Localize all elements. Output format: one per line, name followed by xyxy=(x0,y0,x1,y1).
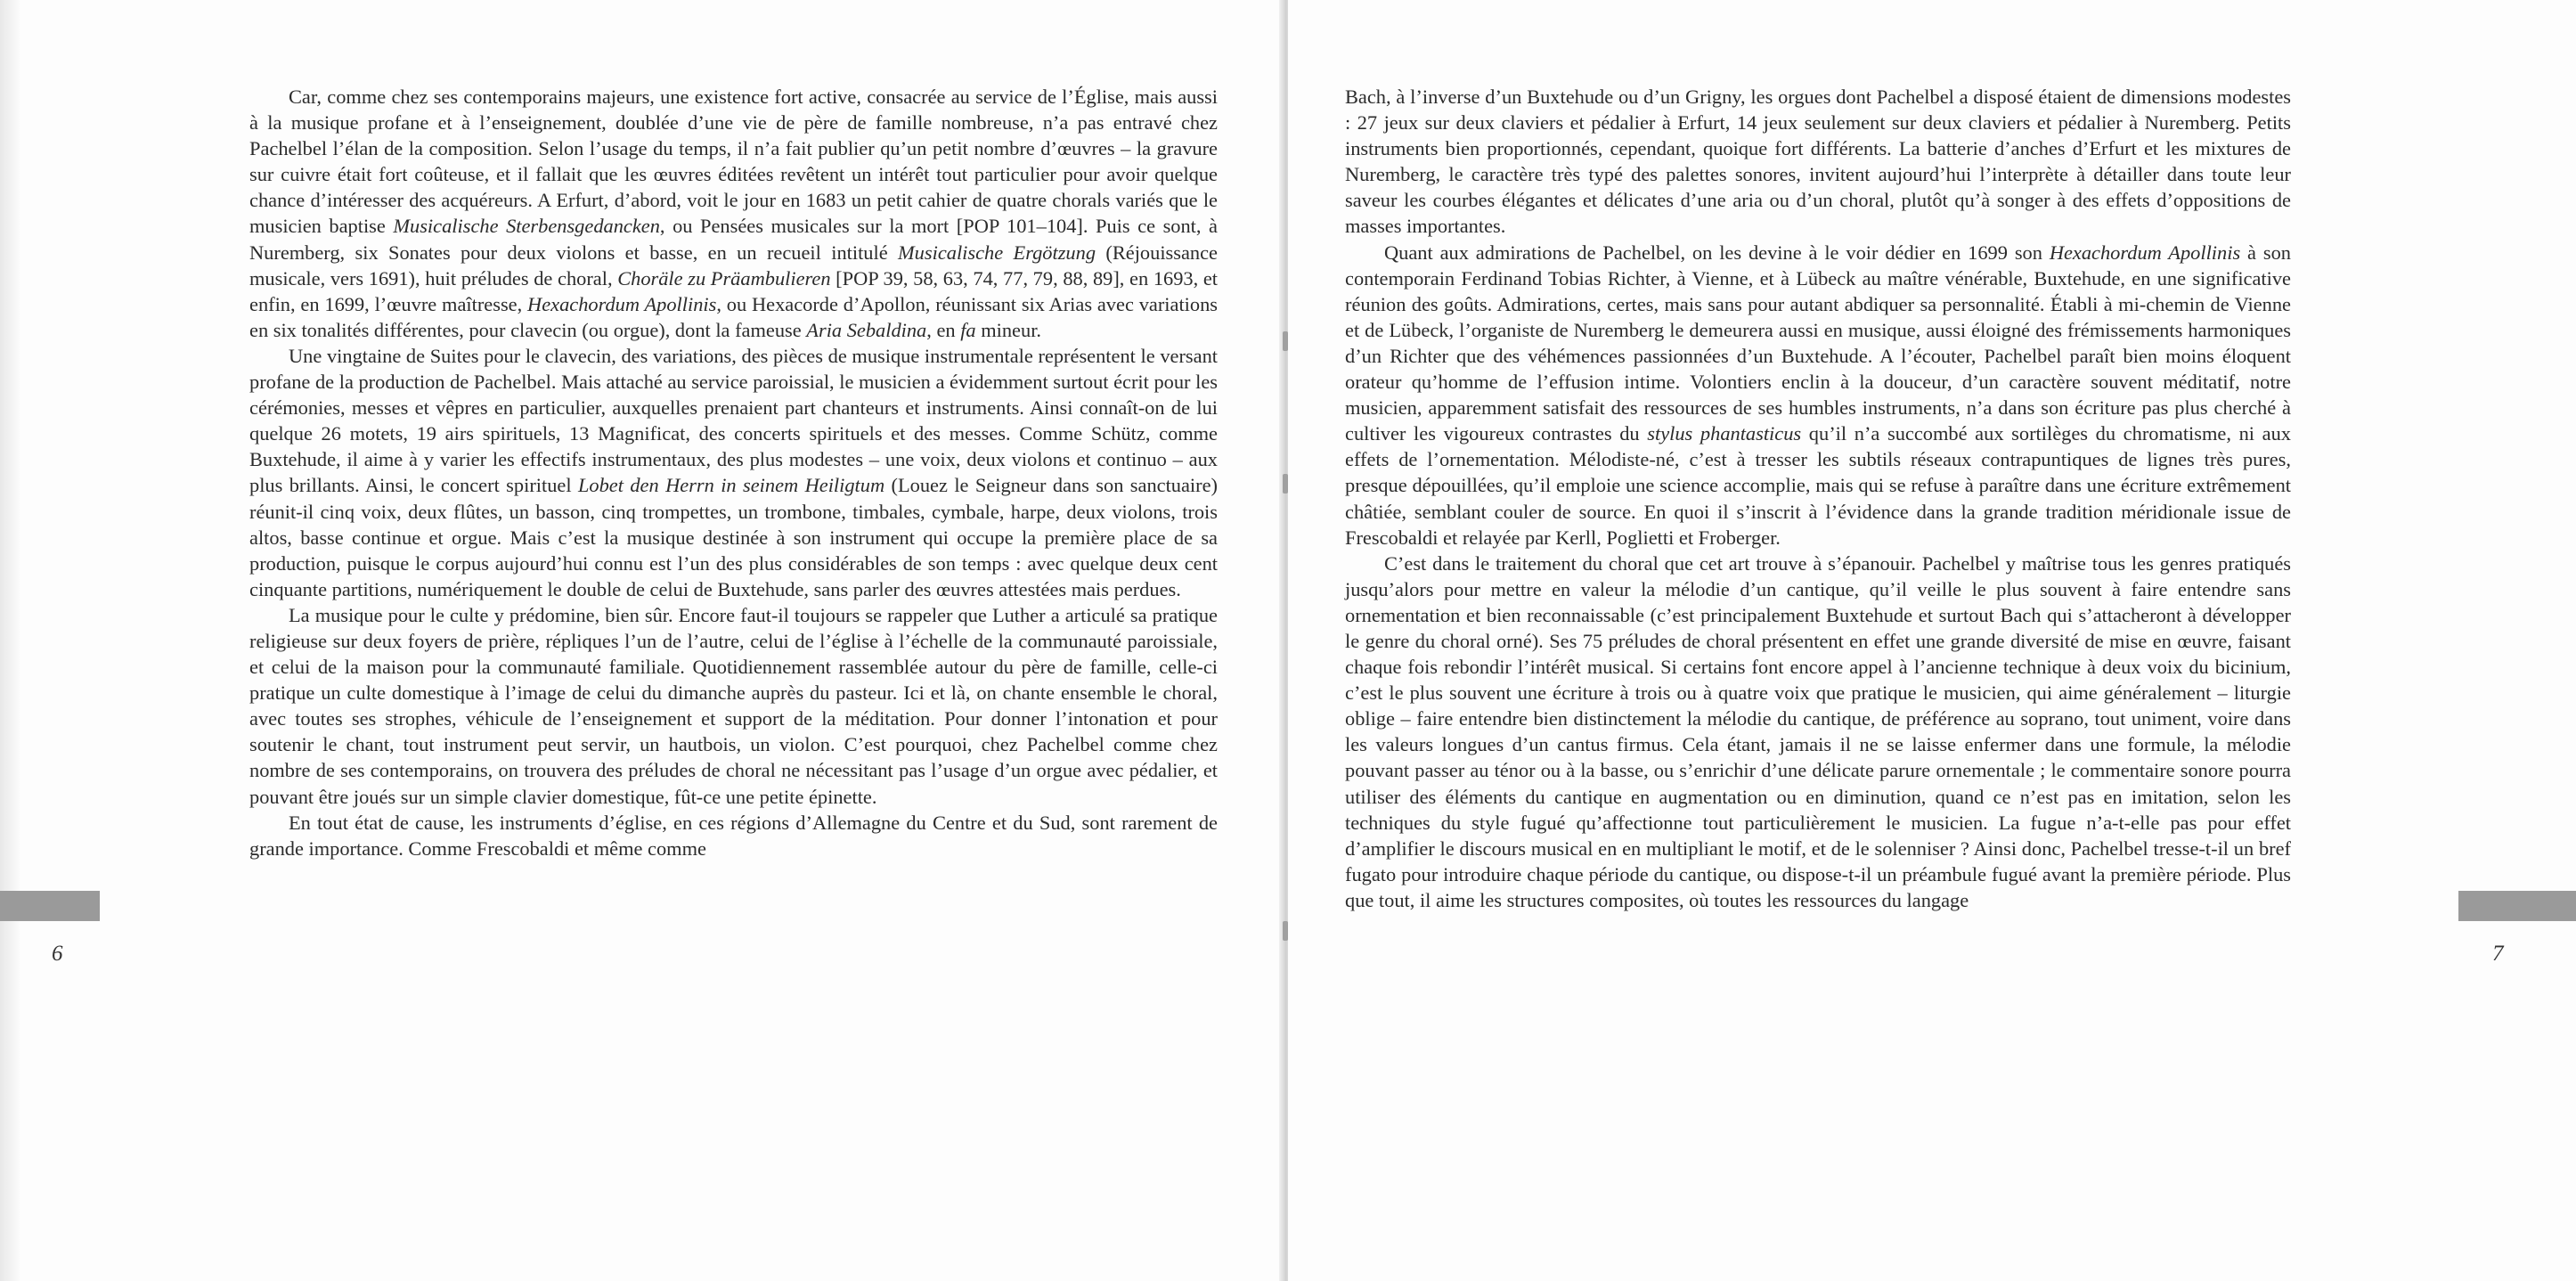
page-number: 7 xyxy=(2492,942,2504,966)
text-run: (Réjouissance musicale, vers 1691), huit préludes de choral, xyxy=(249,241,1218,290)
italic-title: Musicalische Ergötzung xyxy=(898,241,1096,264)
italic-title: Hexachordum Apollinis xyxy=(527,292,717,315)
body-paragraph xyxy=(249,84,1218,343)
page-tab-marker xyxy=(0,891,100,921)
italic-title: Choräle zu Präambulieren xyxy=(617,266,831,290)
body-paragraph xyxy=(1345,551,2291,913)
italic-title: stylus phantasticus xyxy=(1647,422,1802,445)
text-run: [POP 39, 58, 63, 74, 77, 79, 88, 89], en 1693, et enfin, en 1699, l’œuvre maîtresse, xyxy=(249,266,1218,315)
text-run: Quant aux admirations de Pachelbel, on les devine à le voir dédier en 1699 son xyxy=(1384,241,2050,264)
text-run: mineur. xyxy=(975,318,1042,341)
text-run: , en xyxy=(926,318,961,341)
body-paragraph xyxy=(249,810,1218,861)
page-number: 6 xyxy=(52,942,63,966)
page-tab-marker xyxy=(2458,891,2576,921)
text-run: , ou Pensées musicales sur la mort [POP 101–104]. Puis ce sont, à Nuremberg, six Sonates pour deux violons et basse, en un recueil intitulé xyxy=(249,215,1218,264)
italic-title: Lobet den Herrn in seinem Heiligtum xyxy=(577,474,885,497)
right-page-text xyxy=(1345,84,2291,913)
body-paragraph xyxy=(1345,84,2291,240)
body-paragraph xyxy=(249,602,1218,810)
text-run: Bach, à l’inverse d’un Buxtehude ou d’un Grigny, les orgues dont Pachelbel a disposé étaient de dimensions modestes : 27 jeux sur deux claviers et pédalier à Erfurt, 14 jeux seulement sur deux claviers et pédalier à Nuremberg. Petits instruments bien proportionnés, cependant, quoique fort différents. La batterie d’anches d’Erfurt et les mixtures de Nuremberg, le caractère très typé des palettes sonores, invitent aujourd’hui l’interprète à détailler dans toute leur saveur les courbes élégantes et délicates d’une aria ou d’un choral, plutôt qu’à songer à des effets d’oppositions de masses importantes. xyxy=(1345,86,2291,238)
body-paragraph xyxy=(1345,240,2291,551)
right-page xyxy=(1288,0,2576,1281)
text-run: à son contemporain Ferdinand Tobias Richter, à Vienne, et à Lübeck au maître vénérable, Buxtehude, en une significative réunion des goûts. Admirations, certes, mais sans pour autant abdiquer sa personnalité. Établi à mi-chemin de Vienne et de Lübeck, l’organiste de Nuremberg le demeurera aussi en musique, aussi éloigné des frémissements harmoniques d’un Richter que des véhémences passionnées d’un Buxtehude. A l’écouter, Pachelbel paraît bien moins éloquent orateur qu’homme de l’effusion intime. Volontiers enclin à la douceur, d’un caractère souvent méditatif, notre musicien, apparemment satisfait des ressources de ses humbles instruments, n’a dans son écriture pas plus cherché à cultiver les vigoureux contrastes du xyxy=(1345,241,2291,445)
text-run: Car, comme chez ses contemporains majeurs, une existence fort active, consacrée au service de l’Église, mais aussi à la musique profane et à l’enseignement, doublée d’une vie de père de famille nombreuse, n’a pas entravé chez Pachelbel l’élan de la composition. Selon l’usage du temps, il n’a fait publier qu’un petit nombre d’œuvres – la gravure sur cuivre était fort coûteuse, et il fallait que les œuvres éditées revêtent un intérêt tout particulier pour avoir quelque chance d’intéresser des acquéreurs. A Erfurt, d’abord, voit le jour en 1683 un petit cahier de quatre chorals variés que le musicien baptise xyxy=(249,86,1218,238)
body-paragraph xyxy=(249,343,1218,602)
left-page xyxy=(0,0,1283,1281)
left-page-text xyxy=(249,84,1218,861)
text-run: , ou Hexacorde d’Apollon, réunissant six Arias avec variations en six tonalités différentes, pour clavecin (ou orgue), dont la fameuse xyxy=(249,292,1218,341)
text-run: (Louez le Seigneur dans son sanctuaire) réunit-il cinq voix, deux flûtes, un basson, cinq trompettes, un trombone, timbales, cymbale, harpe, deux violons, trois altos, basse continue et orgue. Mais c’est la musique destinée à son instrument qui occupe la première place de sa production, puisque le corpus aujourd’hui connu est l’un des plus considérables de son temps : avec quelque deux cent cinquante partitions, numériquement le double de celui de Buxtehude, sans parler des œuvres attestées mais perdues. xyxy=(249,474,1218,600)
text-run: qu’il n’a succombé aux sortilèges du chromatisme, ni aux effets de l’ornementation. Mélodiste-né, c’est à tresser les subtils réseaux contrapuntiques de lignes très pures, presque dépouillées, qu’il emploie une science accomplie, mais qui se refuse à paraître dans une écriture extrêmement châtiée, semblant couler de source. En quoi il s’inscrit à l’évidence dans la grande tradition méridionale issue de Frescobaldi et relayée par Kerll, Poglietti et Froberger. xyxy=(1345,422,2291,549)
text-run: C’est dans le traitement du choral que cet art trouve à s’épanouir. Pachelbel y maîtrise tous les genres pratiqués jusqu’alors pour mettre en valeur la mélodie d’un cantique, qu’il veille le plus souvent à faire entendre sans ornementation et bien reconnaissable (c’est principalement Buxtehude et surtout Bach qui s’attacheront à développer le genre du choral orné). Ses 75 préludes de choral présentent en effet une grande diversité de mise en œuvre, faisant chaque fois rebondir l’intérêt musical. Si certains font encore appel à l’ancienne technique à deux voix du bicinium, c’est le plus souvent une écriture à trois ou à quatre voix que pratique le musicien, qui aime généralement – liturgie oblige – faire entendre bien distinctement la mélodie du cantique, de préférence au soprano, tout uniment, voire dans les valeurs longues d’un cantus firmus. Cela étant, jamais il ne se laisse enfermer dans une formule, la mélodie pouvant passer au ténor ou à la basse, ou s’enrichir d’une délicate parure ornementale ; le commentaire sonore pourra utiliser des éléments du cantique en augmentation ou en diminution, quand ce n’est pas en imitation, selon les techniques du style fugué qu’affectionne tout particulièrement le musicien. La fugue n’a-t-elle pas pour effet d’amplifier le discours musical en en multipliant le motif, et de le solenniser ? Ainsi donc, Pachelbel tresse-t-il un bref fugato pour introduire chaque période du cantique, ou dispose-t-il un préambule fugué avant la première période. Plus que tout, il aime les structures composites, où toutes les ressources du langage xyxy=(1345,551,2291,911)
italic-title: fa xyxy=(960,318,976,341)
text-run: En tout état de cause, les instruments d’église, en ces régions d’Allemagne du Centre et du Sud, sont rarement de grande importance. Comme Frescobaldi et même comme xyxy=(249,811,1218,860)
page-edge-shadow xyxy=(0,0,20,1281)
italic-title: Aria Sebaldina xyxy=(806,318,927,341)
italic-title: Hexachordum Apollinis xyxy=(2049,241,2241,264)
text-run: La musique pour le culte y prédomine, bien sûr. Encore faut-il toujours se rappeler que Luther a articulé sa pratique religieuse sur deux foyers de prière, répliques l’un de l’autre, celui de l’église à l’échelle de la communauté paroissiale, et celui de la maison pour la communauté familiale. Quotidiennement rassemblée autour du père de famille, celle-ci pratique un culte domestique à l’image de celui du dimanche auprès du pasteur. Ici et là, on chante ensemble le choral, avec toutes ses strophes, véhicule de l’enseignement et support de la méditation. Pour donner l’intonation et pour soutenir le chant, tout instrument peut servir, un hautbois, un violon. C’est pourquoi, chez Pachelbel comme chez nombre de ses contemporains, on trouvera des préludes de choral ne nécessitant pas l’usage d’un orgue avec pédalier, et pouvant être joués sur un simple clavier domestique, fût-ce une petite épinette. xyxy=(249,603,1218,808)
italic-title: Musicalische Sterbensgedancken xyxy=(393,215,660,238)
text-run: Une vingtaine de Suites pour le clavecin, des variations, des pièces de musique instrumentale représentent le versant profane de la production de Pachelbel. Mais attaché au service paroissial, le musicien a évidemment surtout écrit pour les cérémonies, messes et vêpres en particulier, auxquelles prenaient part chanteurs et instruments. Ainsi connaît-on de lui quelque 26 motets, 19 airs spirituels, 13 Magnificat, des concerts spirituels et des messes. Comme Schütz, comme Buxtehude, il aime à y varier les effectifs instrumentaux, des plus modestes – une voix, deux violons et continuo – aux plus brillants. Ainsi, le concert spirituel xyxy=(249,344,1218,497)
